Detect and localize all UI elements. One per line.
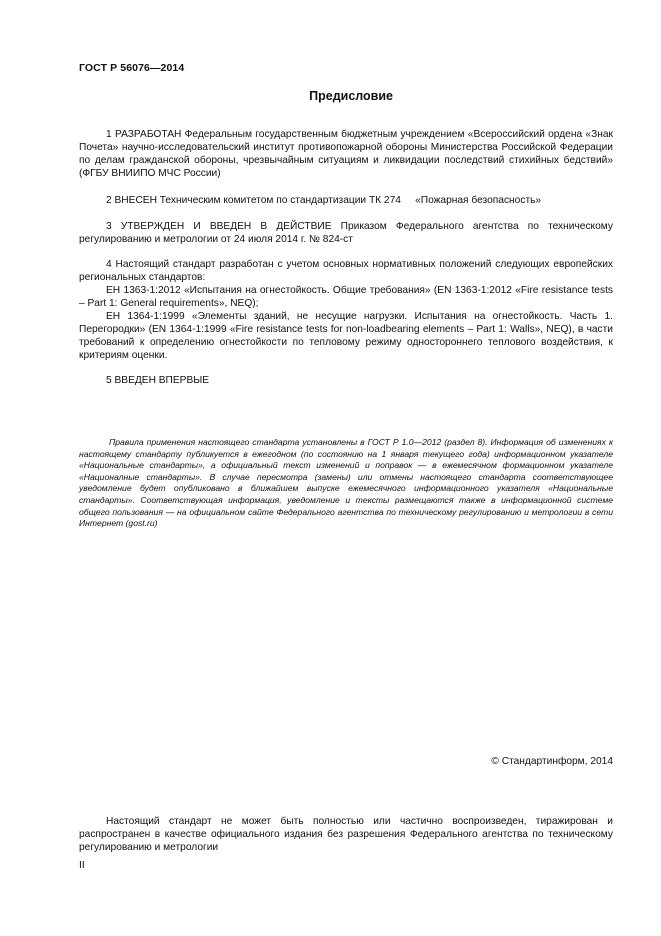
restriction-text: Настоящий стандарт не может быть полностью или частично воспроизведен, тиражирован и распространен в качестве официального издания без разрешения Федерального агентства по техническому регулированию и метрологии xyxy=(79,816,613,853)
page-number: II xyxy=(79,860,85,871)
item-4-en-1363: ЕН 1363-1:2012 «Испытания на огнестойкость. Общие требования» (EN 1363-1:2012 «Fire resistance tests – Part 1: General requirements», NEQ); xyxy=(79,285,613,309)
item-2-submitted xyxy=(79,194,613,207)
item-1-text: 1 РАЗРАБОТАН Федеральным государственным бюджетным учреждением «Всероссийский ордена «Знак Почета» научно-исследовательский институт противопожарной обороны Министерства Российской Федерации по делам гражданской обороны, чрезвычайным ситуациям и ликвидации последствий стихийных бедствий» (ФГБУ ВНИИПО МЧС России) xyxy=(79,129,613,179)
item-3-text: 3 УТВЕРЖДЕН И ВВЕДЕН В ДЕЙСТВИЕ Приказом Федерального агентства по техническому регулированию и метрологии от 24 июля 2014 г. № 824-ст xyxy=(79,221,613,245)
note-text: Правила применения настоящего стандарта установлены в ГОСТ Р 1.0—2012 (раздел 8). Информация об изменениях к настоящему стандарту публикуется в ежегодном (по состоянию на 1 января текущего года) информационном указателе «Национальные стандарты», а официальный текст изменений и поправок — в ежемесячном формационном указателе «Националные стандарты». В случае пересмотра (замены) или отмены настоящего стандарта соответствующее уведомление будет опубликовано в ближайшем выпуске ежемесячного информационного указателя «Национальные стандарты». Соответствующая информация, уведомление и тексты размещаются также в информационной системе общего пользования — на официальном сайте Федерального агентства по техническому регулированию и метрологии в сети Интернет (gost.ru) xyxy=(79,437,613,529)
item-1-developed xyxy=(79,128,613,180)
application-rules-note xyxy=(79,437,613,530)
item-3-approved xyxy=(79,220,613,246)
page-title xyxy=(79,89,613,103)
document-code: ГОСТ Р 56076—2014 xyxy=(79,62,185,74)
item-4-intro: 4 Настоящий стандарт разработан с учетом основных нормативных положений следующих европейских региональных стандартов: xyxy=(79,259,613,283)
item-5-text: 5 ВВЕДЕН ВПЕРВЫЕ xyxy=(106,375,210,386)
item-2-text: 2 ВНЕСЕН Техническим комитетом по стандартизации ТК 274 «Пожарная безопасность» xyxy=(106,195,542,206)
reproduction-restriction xyxy=(79,815,613,854)
copyright: © Стандартинформ, 2014 xyxy=(491,756,613,767)
item-4-en-1364: ЕН 1364-1:1999 «Элементы зданий, не несущие нагрузки. Испытания на огнестойкость. Часть 1. Перегородки» (EN 1364-1:1999 «Fire resistance tests for non-loadbearing elements – Part 1: Walls», NEQ), в части требований к определению огнестойкости по тепловому режиму одностороннего теплового воздействия, к критериям оценки. xyxy=(79,311,613,361)
item-4-standards xyxy=(79,258,613,362)
title-text: Предисловие xyxy=(309,89,393,103)
item-5-introduced xyxy=(79,374,613,387)
